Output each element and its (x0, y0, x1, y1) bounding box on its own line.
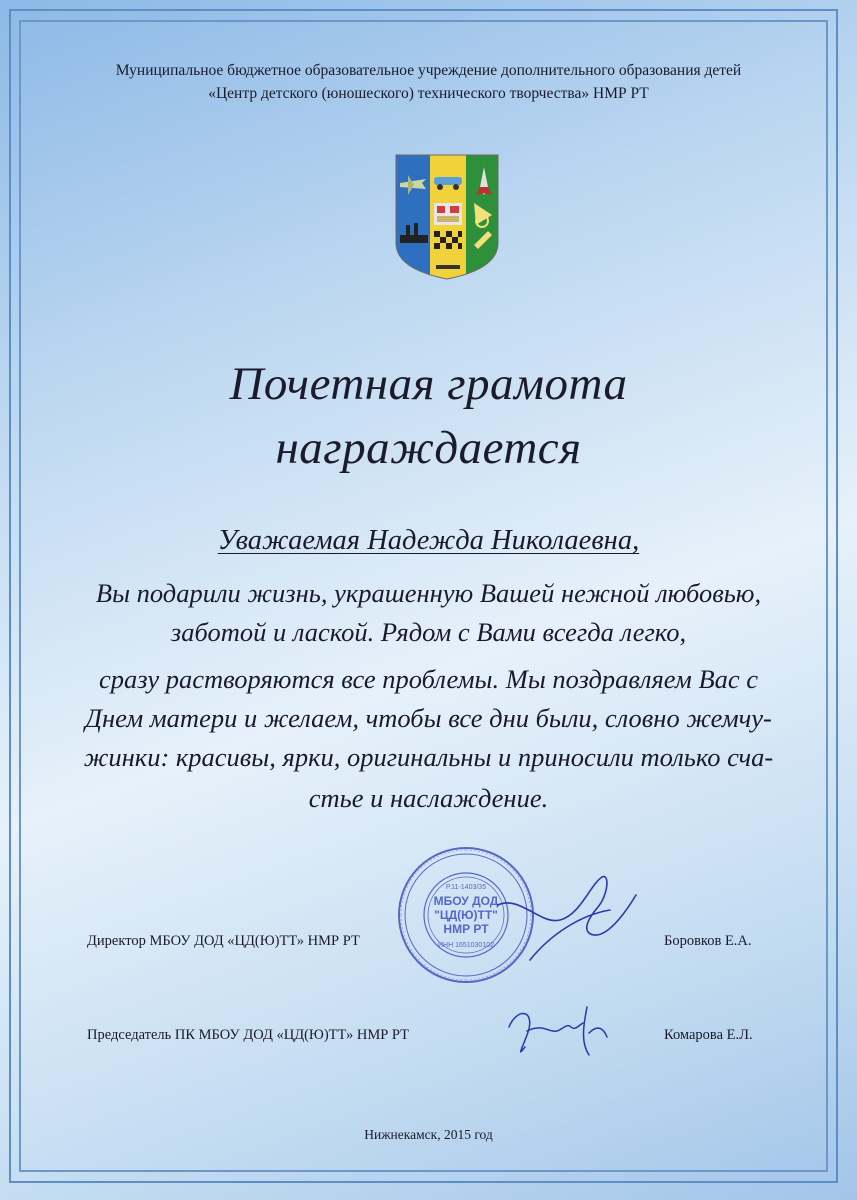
certificate-title: Почетная грамота (229, 358, 628, 410)
chairman-role: Председатель ПК МБОУ ДОД «ЦД(Ю)ТТ» НМР РТ (87, 1027, 410, 1043)
message-line: Днем матери и желаем, чтобы все дни были, словно жемчу- (85, 703, 772, 733)
organization-name-line1: Муниципальное бюджетное образовательное учреждение дополнительного образования детей (115, 62, 742, 79)
chairman-name: Комарова Е.Л. (664, 1027, 753, 1043)
message-line: заботой и лаской. Рядом с Вами всегда легко, (170, 617, 687, 647)
chairman-signature (497, 997, 627, 1067)
stamp-inn: ИНН 1651030102 (437, 942, 495, 949)
director-role: Директор МБОУ ДОД «ЦД(Ю)ТТ» НМР РТ (87, 933, 360, 949)
message-line: сразу растворяются все проблемы. Мы поздравляем Вас с (98, 664, 759, 694)
stamp-line1: МБОУ ДОД (433, 894, 499, 908)
certificate-subtitle: награждается (275, 422, 582, 474)
coat-of-arms-emblem (392, 153, 502, 281)
stamp-line2: "ЦД(Ю)ТТ" (434, 908, 498, 922)
stamp-line3: НМР РТ (443, 922, 489, 936)
director-signature (490, 865, 640, 975)
message-line: жинки: красивы, ярки, оригинальны и приносили только сча- (83, 742, 774, 772)
organization-name-line2: «Центр детского (юношеского) технического творчества» НМР РТ (208, 85, 649, 102)
director-name: Боровков Е.А. (664, 933, 752, 949)
recipient-greeting: Уважаемая Надежда Николаевна, (217, 525, 640, 556)
message-line: стье и наслаждение. (308, 783, 549, 813)
message-line: Вы подарили жизнь, украшенную Вашей нежной любовью, (95, 578, 762, 608)
place-and-date: Нижнекамск, 2015 год (364, 1127, 493, 1142)
stamp-reg-number: Р.11-1403/35 (445, 884, 487, 891)
